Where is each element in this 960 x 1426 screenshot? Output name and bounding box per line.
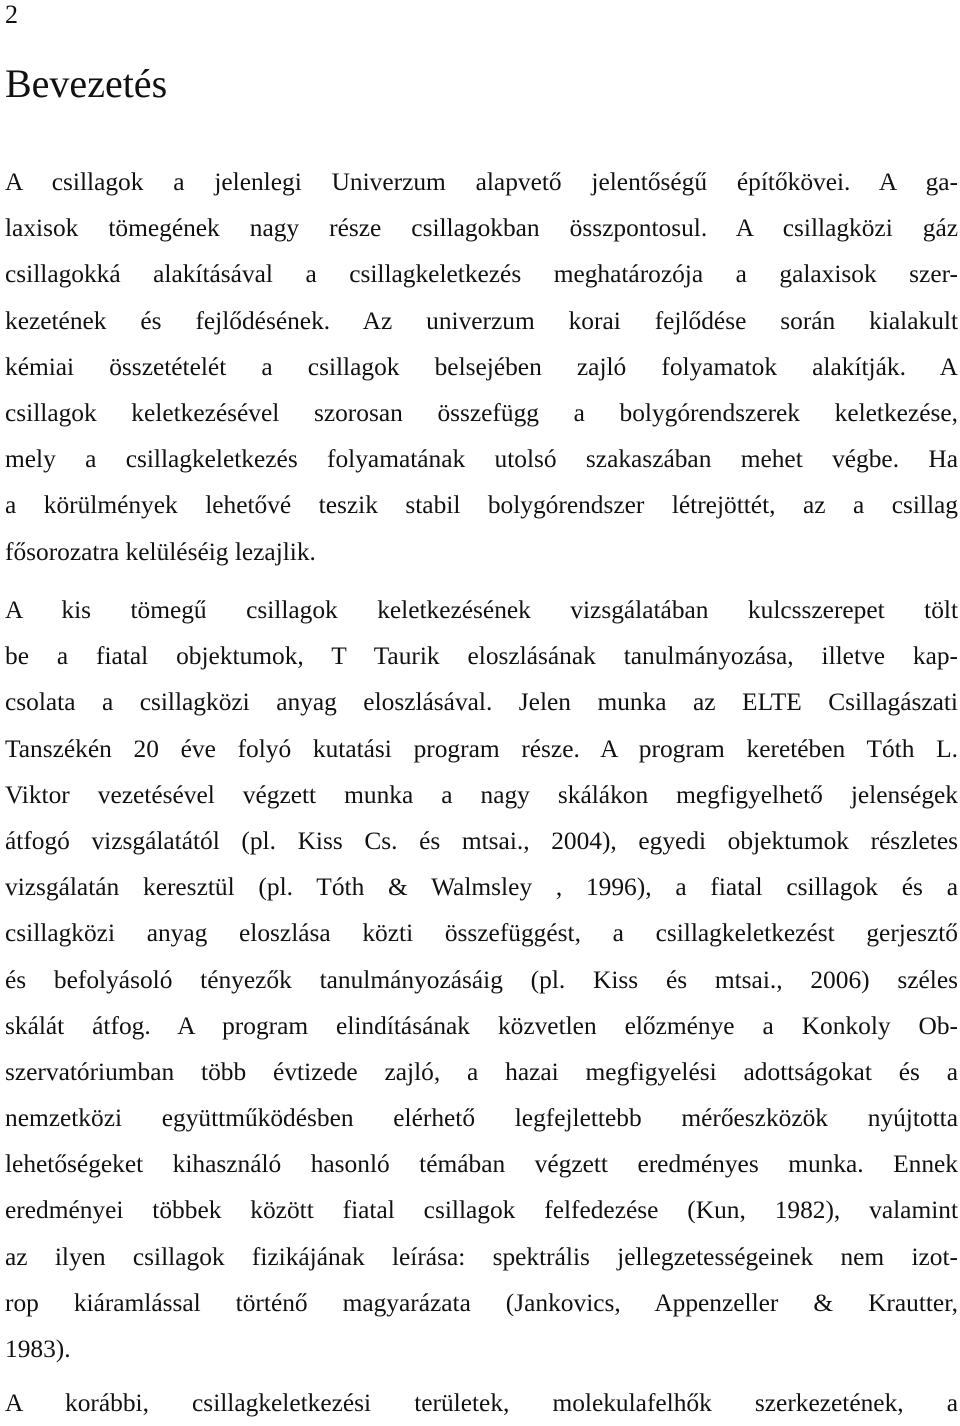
paragraph-intro <box>5 159 958 575</box>
text-line: csolata a csillagközi anyag eloszlásával. Jelen munka az ELTE Csillagászati <box>5 688 958 717</box>
text-line: Viktor vezetésével végzett munka a nagy skálákon megfigyelhető jelenségek <box>5 780 958 809</box>
text-line: csillagközi anyag eloszlása közti összefüggést, a csillagkeletkezést gerjesztő <box>5 919 958 948</box>
text-line: az ilyen csillagok fizikájának leírása: spektrális jellegzetességeinek nem izot- <box>5 1242 958 1271</box>
text-line: mely a csillagkeletkezés folyamatának utolsó szakaszában mehet végbe. Ha <box>5 445 958 474</box>
text-line: eredményei többek között fiatal csillagok felfedezése (Kun, 1982), valamint <box>5 1196 958 1225</box>
text-line: skálát átfog. A program elindításának közvetlen előzménye a Konkoly Ob- <box>5 1011 958 1040</box>
text-line: A kis tömegű csillagok keletkezésének vizsgálatában kulcsszerepet tölt <box>5 596 958 624</box>
text-line: átfogó vizsgálatától (pl. Kiss Cs. és mtsai., 2004), egyedi objektumok részletes <box>5 826 958 855</box>
text-line: és befolyásoló tényezők tanulmányozásáig (pl. Kiss és mtsai., 2006) széles <box>5 965 958 994</box>
chapter-title: Bevezetés <box>5 61 168 106</box>
text-line: A korábbi, csillagkeletkezési területek, molekulafelhők szerkezetének, a <box>5 1389 958 1417</box>
text-line: laxisok tömegének nagy része csillagokban összpontosul. A csillagközi gáz <box>5 214 958 243</box>
paragraph-earlier-work <box>5 1380 958 1426</box>
text-line: csillagokká alakításával a csillagkeletkezés meghatározója a galaxisok szer- <box>5 260 958 289</box>
text-line: vizsgálatán keresztül (pl. Tóth & Walmsley , 1996), a fiatal csillagok és a <box>5 873 958 902</box>
text-line: kezetének és fejlődésének. Az univerzum korai fejlődése során kialakult <box>5 306 958 335</box>
text-line: lehetőségeket kihasználó hasonló témában végzett eredményes munka. Ennek <box>5 1150 958 1179</box>
text-line: szervatóriumban több évtizede zajló, a hazai megfigyelési adottságokat és a <box>5 1057 958 1086</box>
text-line: Tanszékén 20 éve folyó kutatási program része. A program keretében Tóth L. <box>5 734 958 763</box>
text-line: nemzetközi együttműködésben elérhető legfejlettebb mérőeszközök nyújtotta <box>5 1104 958 1133</box>
text-line: fősorozatra kelüléséig lezajlik. <box>5 537 316 566</box>
page-number: 2 <box>5 0 18 29</box>
text-line: A csillagok a jelenlegi Univerzum alapvető jelentőségű építőkövei. A ga- <box>5 168 958 196</box>
text-line: csillagok keletkezésével szorosan összefügg a bolygórendszerek keletkezése, <box>5 398 958 427</box>
paragraph-research-program <box>5 587 958 1372</box>
text-line: a körülmények lehetővé teszik stabil bolygórendszer létrejöttét, az a csillag <box>5 491 958 520</box>
text-line: rop kiáramlással történő magyarázata (Jankovics, Appenzeller & Krautter, <box>5 1288 958 1317</box>
text-line: be a fiatal objektumok, T Taurik eloszlásának tanulmányozása, illetve kap- <box>5 642 958 671</box>
text-line: kémiai összetételét a csillagok belsejében zajló folyamatok alakítják. A <box>5 352 958 381</box>
text-line: 1983). <box>5 1335 71 1363</box>
